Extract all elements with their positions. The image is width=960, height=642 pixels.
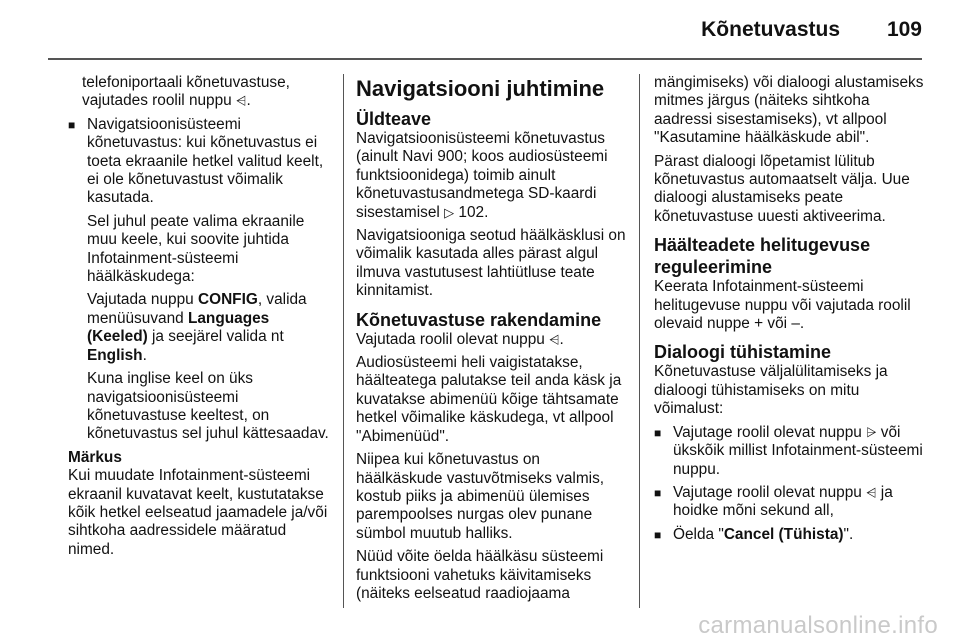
text: ".: [843, 525, 854, 543]
paragraph: Audiosüsteemi heli vaigistatakse, häälteatega palutakse teil anda käsk ja kuvatakse abimenüü kõige tähtsamate hetkel võimalike käskudega, vt allpool "Abimenüüd".: [356, 354, 622, 445]
voice-button-icon: ⩤: [866, 484, 877, 500]
text: või ükskõik millist Infotainment-süsteemi nuppu.: [673, 423, 923, 478]
column-3: [654, 74, 924, 549]
text: .: [142, 346, 147, 364]
paragraph: [87, 291, 330, 365]
paragraph: mängimiseks) või dialoogi alustamiseks mitmes järgus (näiteks sihtkoha aadressi sisestamiseks), vt allpool "Kasutamine häälkäskude abil".: [654, 74, 924, 147]
paragraph: Vajutada roolil olevat nuppu ⩤.: [356, 330, 564, 348]
text: Vajutada roolil olevat nuppu: [356, 330, 545, 348]
column-1: [68, 74, 330, 559]
menu-languages: Languages (Keeled): [87, 309, 270, 346]
hangup-button-icon: ⩥: [866, 424, 877, 440]
paragraph: Niipea kui kõnetuvastus on häälkäskude vastuvõtmiseks valmis, kostub piiks ja abimenüü ülemises parempoolses nurgas olev punane sümbol muutub halliks.: [356, 451, 605, 542]
column-divider: [343, 74, 344, 608]
paragraph: Sel juhul peate valima ekraanile muu keele, kui soovite juhtida Infotainment-süsteemi häälkäskudega:: [87, 212, 305, 286]
list-item: [68, 116, 330, 444]
text: telefoniportaali kõnetuvastuse, vajutades roolil nuppu: [82, 74, 290, 110]
voice-button-icon: ⩤: [236, 93, 247, 109]
subheading: Üldteave: [356, 109, 432, 129]
list-item: [654, 484, 924, 521]
page-header: [0, 0, 960, 62]
paragraph: [356, 130, 626, 222]
column-2: [356, 74, 626, 608]
note: [68, 449, 330, 559]
text: Navigatsioonisüsteemi kõnetuvastus (ainult Navi 900; koos audiosüsteemi funktsioonidega) toimib ainult kõnetuvastusandmetega SD-kaardi sisestamisel: [356, 130, 608, 221]
command-cancel: Cancel (Tühista): [723, 525, 844, 543]
header-rule: [48, 58, 922, 60]
text: , valida menüüsuvand: [87, 291, 307, 327]
paragraph: Kuna inglise keel on üks navigatsioonisüsteemi kõnetuvastuse keeltest, on kõnetuvastus sel juhul kättesaadav.: [87, 370, 329, 443]
watermark: carmanualsonline.info: [698, 612, 938, 639]
subheading: Dialoogi tühistamine: [654, 342, 832, 363]
subheading: Häälteadete helitugevuse reguleerimine: [654, 235, 871, 278]
subheading: Kõnetuvastuse rakendamine: [356, 309, 602, 330]
paragraph: Pärast dialoogi lõpetamist lülitub kõnetuvastus automaatselt välja. Uue dialoogi alustamiseks peate kõnetuvastuse uuesti aktiveerima.: [654, 152, 910, 225]
text: ■ Navigatsioonisüsteemi kõnetuvastus: kui kõnetuvastus ei toeta ekraanile hetkel valitud keelt, ei ole kõnetuvastust võimalik kasutada.: [87, 115, 324, 207]
command-config: CONFIG: [197, 291, 258, 309]
text: Vajutage roolil olevat nuppu: [673, 483, 862, 501]
list-item: [654, 424, 924, 479]
text: ja hoidke mõni sekund all,: [673, 483, 893, 520]
list-item: [654, 526, 924, 544]
paragraph: Navigatsiooniga seotud häälkäsklusi on võimalik kasutada alles pärast algul ilmuva vastutusest lahtiütluse teate kinnitamist.: [356, 227, 626, 300]
page-number: 109: [886, 18, 922, 41]
paragraph: Kõnetuvastuse väljalülitamiseks ja dialoogi tühistamiseks on mitu võimalust:: [654, 363, 888, 418]
note-heading: Märkus: [68, 448, 122, 466]
note-text: Kui muudate Infotainment-süsteemi ekraanil kuvatavat keelt, kustutatakse kõik hetkel eelseatud jaamadele ja/või sihtkoha aadressidele määratud nimed.: [68, 467, 328, 558]
text: Vajutada nuppu: [87, 291, 194, 309]
paragraph: telefoniportaali kõnetuvastuse, vajutades roolil nuppu ⩤.: [82, 74, 290, 110]
column-divider: [639, 74, 640, 608]
option-english: English: [87, 346, 143, 364]
page-title: Kõnetuvastus: [701, 18, 840, 41]
page-reference: 102.: [458, 203, 489, 221]
voice-button-icon: ⩤: [549, 331, 560, 347]
text: Vajutage roolil olevat nuppu: [673, 423, 862, 441]
paragraph: Nüüd võite öelda häälkäsu süsteemi funktsiooni vahetuks käivitamiseks (näiteks eelseatud raadiojaama: [356, 548, 604, 602]
text: Öelda ": [673, 525, 724, 543]
reference-arrow-icon: ▷: [444, 204, 455, 220]
text: ja seejärel valida nt: [152, 328, 284, 346]
section-heading: Navigatsiooni juhtimine: [356, 76, 605, 101]
paragraph: Keerata Infotainment-süsteemi helitugevuse nuppu või vajutada roolil olevaid nuppe + või –.: [654, 278, 911, 333]
